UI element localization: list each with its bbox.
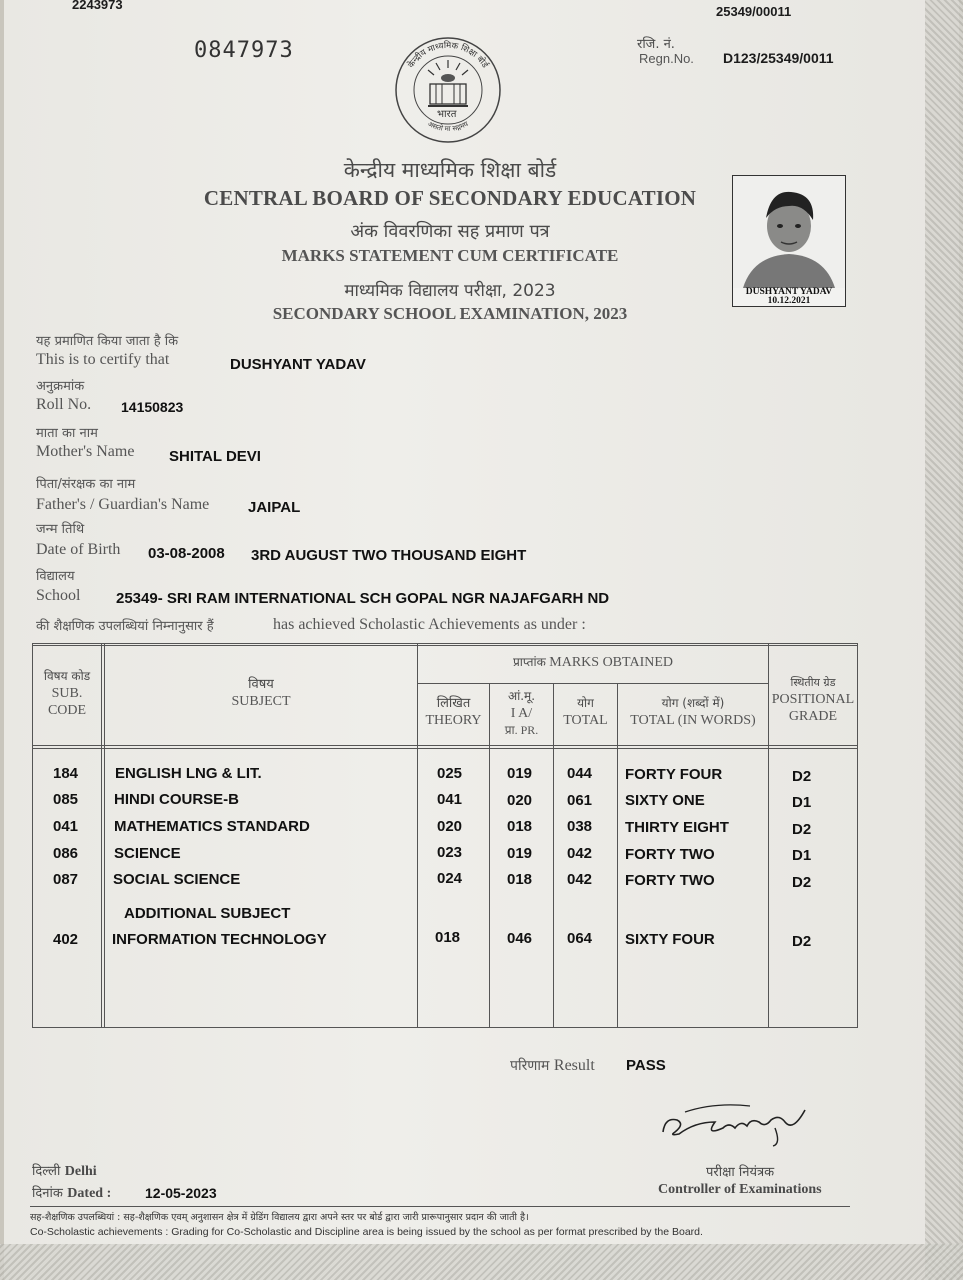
result-label-hindi: परिणाम	[510, 1058, 550, 1074]
code-header: SUB. CODE	[47, 686, 87, 718]
board-name: CENTRAL BOARD OF SECONDARY EDUCATION	[203, 186, 697, 210]
row-subject: HINDI COURSE-B	[114, 791, 240, 808]
row-words: SIXTY FOUR	[625, 931, 715, 948]
row-theory: 018	[435, 929, 461, 946]
student-portrait	[733, 176, 845, 288]
code-header-hindi: विषय कोड	[43, 669, 91, 683]
father-label: Father's / Guardian's Name	[36, 496, 210, 513]
certify-text: This is to certify that	[36, 351, 170, 368]
row-grade: D2	[792, 933, 812, 950]
mother-label: Mother's Name	[36, 443, 135, 460]
dob-label-hindi: जन्म तिथि	[36, 522, 85, 537]
row-theory: 025	[437, 765, 463, 782]
mother-name: SHITAL DEVI	[169, 448, 261, 465]
footer-divider	[30, 1206, 850, 1207]
row-words: FORTY FOUR	[625, 766, 723, 783]
row-ia: 019	[507, 845, 533, 862]
school-name: 25349- SRI RAM INTERNATIONAL SCH GOPAL NGR NAJAFGARH ND	[116, 590, 610, 607]
dated-block	[32, 1183, 111, 1202]
subject-header-hindi: विषय	[248, 677, 274, 692]
ia-header-hindi: आं.मू.	[507, 689, 536, 703]
row-ia: 018	[507, 871, 533, 888]
dated-label: Dated :	[67, 1186, 112, 1201]
row-theory: 023	[437, 844, 463, 861]
place-hindi: दिल्ली	[32, 1164, 61, 1179]
controller-title: Controller of Examinations	[658, 1182, 822, 1197]
result-block	[510, 1056, 595, 1075]
row-words: FORTY TWO	[625, 872, 715, 889]
document-title-hindi: अंक विवरणिका सह प्रमाण पत्र	[350, 221, 550, 242]
total-header-hindi: योग	[577, 696, 594, 710]
row-theory: 020	[437, 818, 463, 835]
dob-words: 3RD AUGUST TWO THOUSAND EIGHT	[251, 547, 527, 564]
roll-label-hindi: अनुक्रमांक	[36, 379, 85, 394]
row-subject: SOCIAL SCIENCE	[113, 871, 241, 888]
school-label: School	[36, 587, 81, 604]
document-title: MARKS STATEMENT CUM CERTIFICATE	[281, 246, 619, 265]
school-label-hindi: विद्यालय	[36, 569, 75, 584]
security-border-right	[925, 0, 963, 1280]
regn-label-hindi: रजि. नं.	[637, 37, 675, 52]
mother-label-hindi: माता का नाम	[36, 426, 98, 441]
place-block	[32, 1161, 97, 1180]
row-ia: 046	[507, 930, 533, 947]
row-subject: SCIENCE	[114, 845, 181, 862]
row-words: SIXTY ONE	[625, 792, 705, 809]
row-grade: D1	[792, 847, 812, 864]
row-theory: 041	[437, 791, 463, 808]
row-total: 042	[567, 845, 593, 862]
row-subject: MATHEMATICS STANDARD	[114, 818, 310, 835]
photo-caption-date: 10.12.2021	[767, 296, 811, 306]
regn-label: Regn.No.	[639, 51, 694, 66]
row-words: FORTY TWO	[625, 846, 715, 863]
father-name: JAIPAL	[248, 499, 301, 516]
board-name-hindi: केन्द्रीय माध्यमिक शिक्षा बोर्ड	[343, 158, 557, 182]
father-label-hindi: पिता/संरक्षक का नाम	[36, 477, 136, 492]
certify-text-hindi: यह प्रमाणित किया जाता है कि	[36, 334, 179, 349]
row-code: 087	[53, 871, 79, 888]
row-ia: 019	[507, 765, 533, 782]
marks-header: MARKS OBTAINED	[549, 655, 673, 670]
dated-hindi: दिनांक	[32, 1186, 63, 1201]
row-code: 041	[53, 818, 79, 835]
grade-header-hindi: स्थितीय ग्रेड	[790, 676, 836, 689]
cbse-logo	[388, 28, 508, 148]
svg-text:केन्द्रीय माध्यमिक शिक्षा बोर्: केन्द्रीय माध्यमिक शिक्षा बोर्ड	[406, 40, 490, 70]
photo-caption-name: DUSHYANT YADAV	[745, 287, 833, 297]
result-label: Result	[553, 1057, 595, 1074]
row-total: 044	[567, 765, 593, 782]
words-header: TOTAL (IN WORDS)	[630, 713, 756, 728]
row-grade: D2	[792, 874, 812, 891]
row-code: 402	[53, 931, 79, 948]
place: Delhi	[64, 1164, 97, 1179]
theory-header-hindi: लिखित	[436, 696, 471, 711]
row-code: 085	[53, 791, 79, 808]
issue-date: 12-05-2023	[145, 1185, 217, 1201]
roll-label: Roll No.	[36, 396, 92, 413]
additional-subject-label: ADDITIONAL SUBJECT	[124, 905, 291, 922]
roll-number: 14150823	[121, 399, 184, 415]
row-total: 061	[567, 792, 593, 809]
pr-header: प्रा. PR.	[504, 723, 539, 737]
row-grade: D1	[792, 794, 812, 811]
security-border-bottom	[0, 1244, 963, 1280]
subject-header: SUBJECT	[231, 694, 291, 709]
achieved-text: has achieved Scholastic Achievements as under :	[273, 616, 586, 633]
exam-title-hindi: माध्यमिक विद्यालय परीक्षा, 2023	[344, 281, 556, 301]
certificate-number: 0847973	[194, 38, 294, 63]
grade-header: POSITIONAL	[771, 692, 855, 707]
marks-header-hindi: प्राप्तांक	[512, 655, 546, 669]
grade-header-2: GRADE	[788, 709, 838, 724]
achieved-text-hindi: की शैक्षणिक उपलब्धियां निम्नानुसार हैं	[36, 619, 214, 634]
row-total: 064	[567, 930, 593, 947]
regn-number: D123/25349/0011	[723, 50, 834, 66]
ia-header: I A/	[510, 706, 533, 721]
row-grade: D2	[792, 768, 812, 785]
dob-label: Date of Birth	[36, 541, 121, 558]
row-grade: D2	[792, 821, 812, 838]
logo-country-text: भारत	[437, 109, 457, 120]
row-subject: ENGLISH LNG & LIT.	[115, 765, 262, 782]
co-scholastic-note-hindi: सह-शैक्षणिक उपलब्धियां : सह-शैक्षणिक एवम् अनुशासन क्षेत्र में ग्रेडिंग विद्यालय द्वारा अपने स्तर पर बोर्ड द्वारा जारी प्रारूपानुसार प्रदान की जाती है।	[30, 1212, 529, 1223]
row-code: 184	[53, 765, 79, 782]
row-total: 038	[567, 818, 593, 835]
row-theory: 024	[437, 870, 463, 887]
total-header: TOTAL	[563, 713, 608, 728]
reference-number: 25349/00011	[716, 4, 792, 19]
row-ia: 020	[507, 792, 533, 809]
exam-title: SECONDARY SCHOOL EXAMINATION, 2023	[272, 304, 628, 323]
row-code: 086	[53, 845, 79, 862]
row-words: THIRTY EIGHT	[625, 819, 729, 836]
svg-text:असतो मा सद्गमय: असतो मा सद्गमय	[426, 119, 470, 133]
student-name: DUSHYANT YADAV	[230, 356, 366, 373]
serial-number: 2243973	[72, 0, 123, 12]
dob-value: 03-08-2008	[148, 545, 225, 562]
controller-title-hindi: परीक्षा नियंत्रक	[706, 1165, 775, 1180]
row-ia: 018	[507, 818, 533, 835]
student-photo	[732, 175, 846, 307]
controller-signature	[655, 1092, 815, 1152]
words-header-hindi: योग (शब्दों में)	[661, 696, 725, 710]
co-scholastic-note: Co-Scholastic achievements : Grading for Co-Scholastic and Discipline area is being issued by the school as per format prescribed by the Board.	[30, 1226, 703, 1238]
row-subject: INFORMATION TECHNOLOGY	[112, 931, 327, 948]
theory-header: THEORY	[425, 713, 482, 728]
row-total: 042	[567, 871, 593, 888]
result-value: PASS	[626, 1057, 666, 1074]
